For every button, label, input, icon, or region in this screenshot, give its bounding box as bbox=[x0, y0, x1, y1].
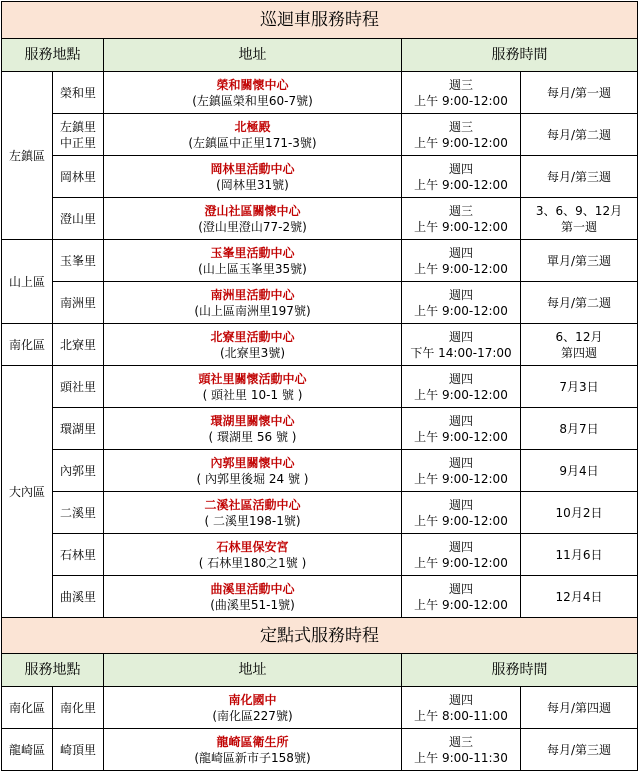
village-cell bbox=[53, 366, 104, 408]
service-hours: 上午 9:00-12:00 bbox=[414, 429, 508, 444]
table-row bbox=[2, 492, 638, 534]
time-cell bbox=[402, 72, 521, 114]
village-cell bbox=[53, 408, 104, 450]
table-row bbox=[2, 534, 638, 576]
address-cell bbox=[104, 576, 402, 618]
frequency-cell bbox=[521, 366, 638, 408]
place-name: 南化國中 bbox=[228, 692, 277, 707]
frequency-text: 8月7日 bbox=[559, 421, 599, 436]
frequency-cell bbox=[521, 324, 638, 366]
place-name: 內郭里關懷中心 bbox=[210, 455, 295, 470]
frequency-text: 3、6、9、12月 bbox=[535, 203, 623, 218]
service-day: 週四 bbox=[448, 371, 473, 386]
table-row bbox=[2, 450, 638, 492]
address-text: (左鎮區榮和里60-7號) bbox=[192, 93, 313, 108]
address-cell bbox=[104, 114, 402, 156]
service-hours: 上午 9:00-12:00 bbox=[414, 471, 508, 486]
district-cell: 左鎮區 bbox=[2, 72, 53, 240]
frequency-cell bbox=[521, 534, 638, 576]
address-cell bbox=[104, 729, 402, 771]
village-name: 南洲里 bbox=[59, 295, 96, 310]
service-day: 週四 bbox=[448, 497, 473, 512]
frequency-text: 每月/第二週 bbox=[546, 295, 612, 310]
service-day: 週三 bbox=[448, 119, 473, 134]
address-cell bbox=[104, 450, 402, 492]
section-title-mobile: 巡迴車服務時程 bbox=[2, 2, 638, 39]
service-hours: 上午 9:00-12:00 bbox=[414, 219, 508, 234]
address-text: ( 環湖里 56 號 ) bbox=[208, 429, 297, 444]
place-name: 北寮里活動中心 bbox=[210, 329, 295, 344]
frequency-text: 10月2日 bbox=[555, 505, 603, 520]
service-day: 週四 bbox=[448, 539, 473, 554]
address-text: (南化區227號) bbox=[212, 708, 293, 723]
village-cell bbox=[53, 72, 104, 114]
service-hours: 上午 9:00-12:00 bbox=[414, 303, 508, 318]
service-hours: 上午 9:00-11:30 bbox=[414, 750, 508, 765]
service-day: 週四 bbox=[448, 161, 473, 176]
address-cell bbox=[104, 240, 402, 282]
frequency-cell bbox=[521, 156, 638, 198]
address-cell bbox=[104, 324, 402, 366]
address-text: (北寮里3號) bbox=[220, 345, 285, 360]
village-name: 中正里 bbox=[59, 135, 96, 150]
village-name: 內郭里 bbox=[59, 463, 96, 478]
time-cell bbox=[402, 534, 521, 576]
frequency-text: 7月3日 bbox=[559, 379, 599, 394]
frequency-text: 第四週 bbox=[560, 345, 597, 360]
table-row bbox=[2, 240, 638, 282]
village-name: 二溪里 bbox=[59, 505, 96, 520]
header-address-2: 地址 bbox=[104, 654, 402, 687]
frequency-cell bbox=[521, 282, 638, 324]
village-name: 南化里 bbox=[59, 700, 96, 715]
place-name: 二溪社區活動中心 bbox=[204, 497, 301, 512]
address-text: ( 二溪里198-1號) bbox=[204, 513, 301, 528]
village-name: 曲溪里 bbox=[59, 589, 96, 604]
service-day: 週三 bbox=[448, 734, 473, 749]
table-row bbox=[2, 324, 638, 366]
village-cell bbox=[53, 324, 104, 366]
frequency-text: 12月4日 bbox=[555, 589, 603, 604]
place-name: 石林里保安宮 bbox=[216, 539, 289, 554]
header-location-2: 服務地點 bbox=[2, 654, 104, 687]
service-hours: 上午 9:00-12:00 bbox=[414, 555, 508, 570]
frequency-cell bbox=[521, 450, 638, 492]
time-cell bbox=[402, 198, 521, 240]
village-name: 崎頂里 bbox=[59, 742, 96, 757]
time-cell bbox=[402, 729, 521, 771]
table-row bbox=[2, 156, 638, 198]
frequency-cell bbox=[521, 492, 638, 534]
frequency-cell bbox=[521, 576, 638, 618]
address-text: ( 頭社里 10-1 號 ) bbox=[202, 387, 303, 402]
time-cell bbox=[402, 450, 521, 492]
address-cell bbox=[104, 282, 402, 324]
service-day: 週四 bbox=[448, 581, 473, 596]
village-cell bbox=[53, 492, 104, 534]
frequency-text: 每月/第一週 bbox=[546, 85, 612, 100]
frequency-text: 第一週 bbox=[560, 219, 597, 234]
table-row bbox=[2, 114, 638, 156]
address-cell bbox=[104, 492, 402, 534]
frequency-text: 每月/第三週 bbox=[546, 169, 612, 184]
section-title-fixed: 定點式服務時程 bbox=[2, 618, 638, 654]
place-name: 環湖里關懷中心 bbox=[210, 413, 295, 428]
village-cell bbox=[53, 240, 104, 282]
table-row bbox=[2, 282, 638, 324]
service-day: 週四 bbox=[448, 413, 473, 428]
time-cell bbox=[402, 687, 521, 729]
service-day: 週三 bbox=[448, 203, 473, 218]
address-cell bbox=[104, 366, 402, 408]
service-hours: 上午 9:00-12:00 bbox=[414, 177, 508, 192]
frequency-text: 11月6日 bbox=[555, 547, 603, 562]
table-row bbox=[2, 576, 638, 618]
village-name: 石林里 bbox=[59, 547, 96, 562]
time-cell bbox=[402, 282, 521, 324]
address-text: ( 石林里180之1號 ) bbox=[198, 555, 307, 570]
service-day: 週四 bbox=[448, 692, 473, 707]
service-day: 週四 bbox=[448, 245, 473, 260]
service-hours: 上午 9:00-12:00 bbox=[414, 597, 508, 612]
address-text: (龍崎區新市子158號) bbox=[194, 750, 311, 765]
frequency-cell bbox=[521, 114, 638, 156]
service-hours: 上午 9:00-12:00 bbox=[414, 513, 508, 528]
district-cell: 龍崎區 bbox=[2, 729, 53, 771]
address-text: (左鎮區中正里171-3號) bbox=[188, 135, 317, 150]
time-cell bbox=[402, 240, 521, 282]
village-cell bbox=[53, 729, 104, 771]
village-cell bbox=[53, 450, 104, 492]
place-name: 龍崎區衛生所 bbox=[216, 734, 289, 749]
time-cell bbox=[402, 366, 521, 408]
address-cell bbox=[104, 408, 402, 450]
frequency-text: 6、12月 bbox=[555, 329, 603, 344]
service-hours: 上午 9:00-12:00 bbox=[414, 135, 508, 150]
address-cell bbox=[104, 198, 402, 240]
district-cell: 南化區 bbox=[2, 687, 53, 729]
table-row bbox=[2, 198, 638, 240]
time-cell bbox=[402, 114, 521, 156]
village-name: 澄山里 bbox=[59, 211, 96, 226]
frequency-cell bbox=[521, 687, 638, 729]
frequency-cell bbox=[521, 408, 638, 450]
village-cell bbox=[53, 156, 104, 198]
frequency-cell bbox=[521, 729, 638, 771]
frequency-text: 每月/第三週 bbox=[546, 742, 612, 757]
village-cell bbox=[53, 534, 104, 576]
address-cell bbox=[104, 534, 402, 576]
district-cell: 南化區 bbox=[2, 324, 53, 366]
village-name: 岡林里 bbox=[59, 169, 96, 184]
header-time: 服務時間 bbox=[402, 39, 638, 72]
table-row bbox=[2, 408, 638, 450]
place-name: 玉峯里活動中心 bbox=[210, 245, 295, 260]
header-time-2: 服務時間 bbox=[402, 654, 638, 687]
place-name: 澄山社區關懷中心 bbox=[204, 203, 301, 218]
place-name: 岡林里活動中心 bbox=[210, 161, 295, 176]
table-row bbox=[2, 687, 638, 729]
frequency-cell bbox=[521, 240, 638, 282]
time-cell bbox=[402, 576, 521, 618]
village-cell bbox=[53, 198, 104, 240]
frequency-cell bbox=[521, 72, 638, 114]
place-name: 北極殿 bbox=[234, 119, 271, 134]
table-row bbox=[2, 729, 638, 771]
village-name: 北寮里 bbox=[59, 337, 96, 352]
village-name: 頭社里 bbox=[59, 379, 96, 394]
header-location: 服務地點 bbox=[2, 39, 104, 72]
place-name: 榮和關懷中心 bbox=[216, 77, 289, 92]
fixed-schedule-rows bbox=[2, 687, 638, 771]
village-name: 左鎮里 bbox=[59, 119, 96, 134]
service-hours: 上午 9:00-12:00 bbox=[414, 261, 508, 276]
village-name: 環湖里 bbox=[59, 421, 96, 436]
address-cell bbox=[104, 156, 402, 198]
village-name: 榮和里 bbox=[59, 85, 96, 100]
service-day: 週四 bbox=[448, 455, 473, 470]
service-hours: 上午 9:00-12:00 bbox=[414, 93, 508, 108]
village-cell bbox=[53, 576, 104, 618]
address-cell bbox=[104, 687, 402, 729]
service-day: 週三 bbox=[448, 77, 473, 92]
service-hours: 下午 14:00-17:00 bbox=[410, 345, 512, 360]
place-name: 曲溪里活動中心 bbox=[210, 581, 295, 596]
address-text: (岡林里31號) bbox=[216, 177, 289, 192]
village-cell bbox=[53, 282, 104, 324]
address-text: (山上區南洲里197號) bbox=[194, 303, 311, 318]
place-name: 頭社里關懷活動中心 bbox=[198, 371, 307, 386]
service-day: 週四 bbox=[448, 329, 473, 344]
service-hours: 上午 9:00-12:00 bbox=[414, 387, 508, 402]
address-text: (澄山里澄山77-2號) bbox=[198, 219, 307, 234]
frequency-text: 每月/第二週 bbox=[546, 127, 612, 142]
frequency-text: 單月/第三週 bbox=[546, 253, 612, 268]
time-cell bbox=[402, 156, 521, 198]
time-cell bbox=[402, 492, 521, 534]
frequency-text: 每月/第四週 bbox=[546, 700, 612, 715]
header-address: 地址 bbox=[104, 39, 402, 72]
district-cell: 山上區 bbox=[2, 240, 53, 324]
place-name: 南洲里活動中心 bbox=[210, 287, 295, 302]
service-hours: 上午 8:00-11:00 bbox=[414, 708, 508, 723]
time-cell bbox=[402, 324, 521, 366]
village-cell bbox=[53, 114, 104, 156]
table-row bbox=[2, 72, 638, 114]
frequency-cell bbox=[521, 198, 638, 240]
village-cell bbox=[53, 687, 104, 729]
schedule-table bbox=[1, 1, 638, 771]
village-name: 玉峯里 bbox=[59, 253, 96, 268]
address-text: (山上區玉峯里35號) bbox=[198, 261, 307, 276]
address-cell bbox=[104, 72, 402, 114]
service-day: 週四 bbox=[448, 287, 473, 302]
mobile-schedule-rows bbox=[2, 72, 638, 618]
district-cell: 大內區 bbox=[2, 366, 53, 618]
address-text: ( 內郭里後堀 24 號 ) bbox=[196, 471, 309, 486]
time-cell bbox=[402, 408, 521, 450]
table-row bbox=[2, 366, 638, 408]
frequency-text: 9月4日 bbox=[559, 463, 599, 478]
address-text: (曲溪里51-1號) bbox=[210, 597, 295, 612]
